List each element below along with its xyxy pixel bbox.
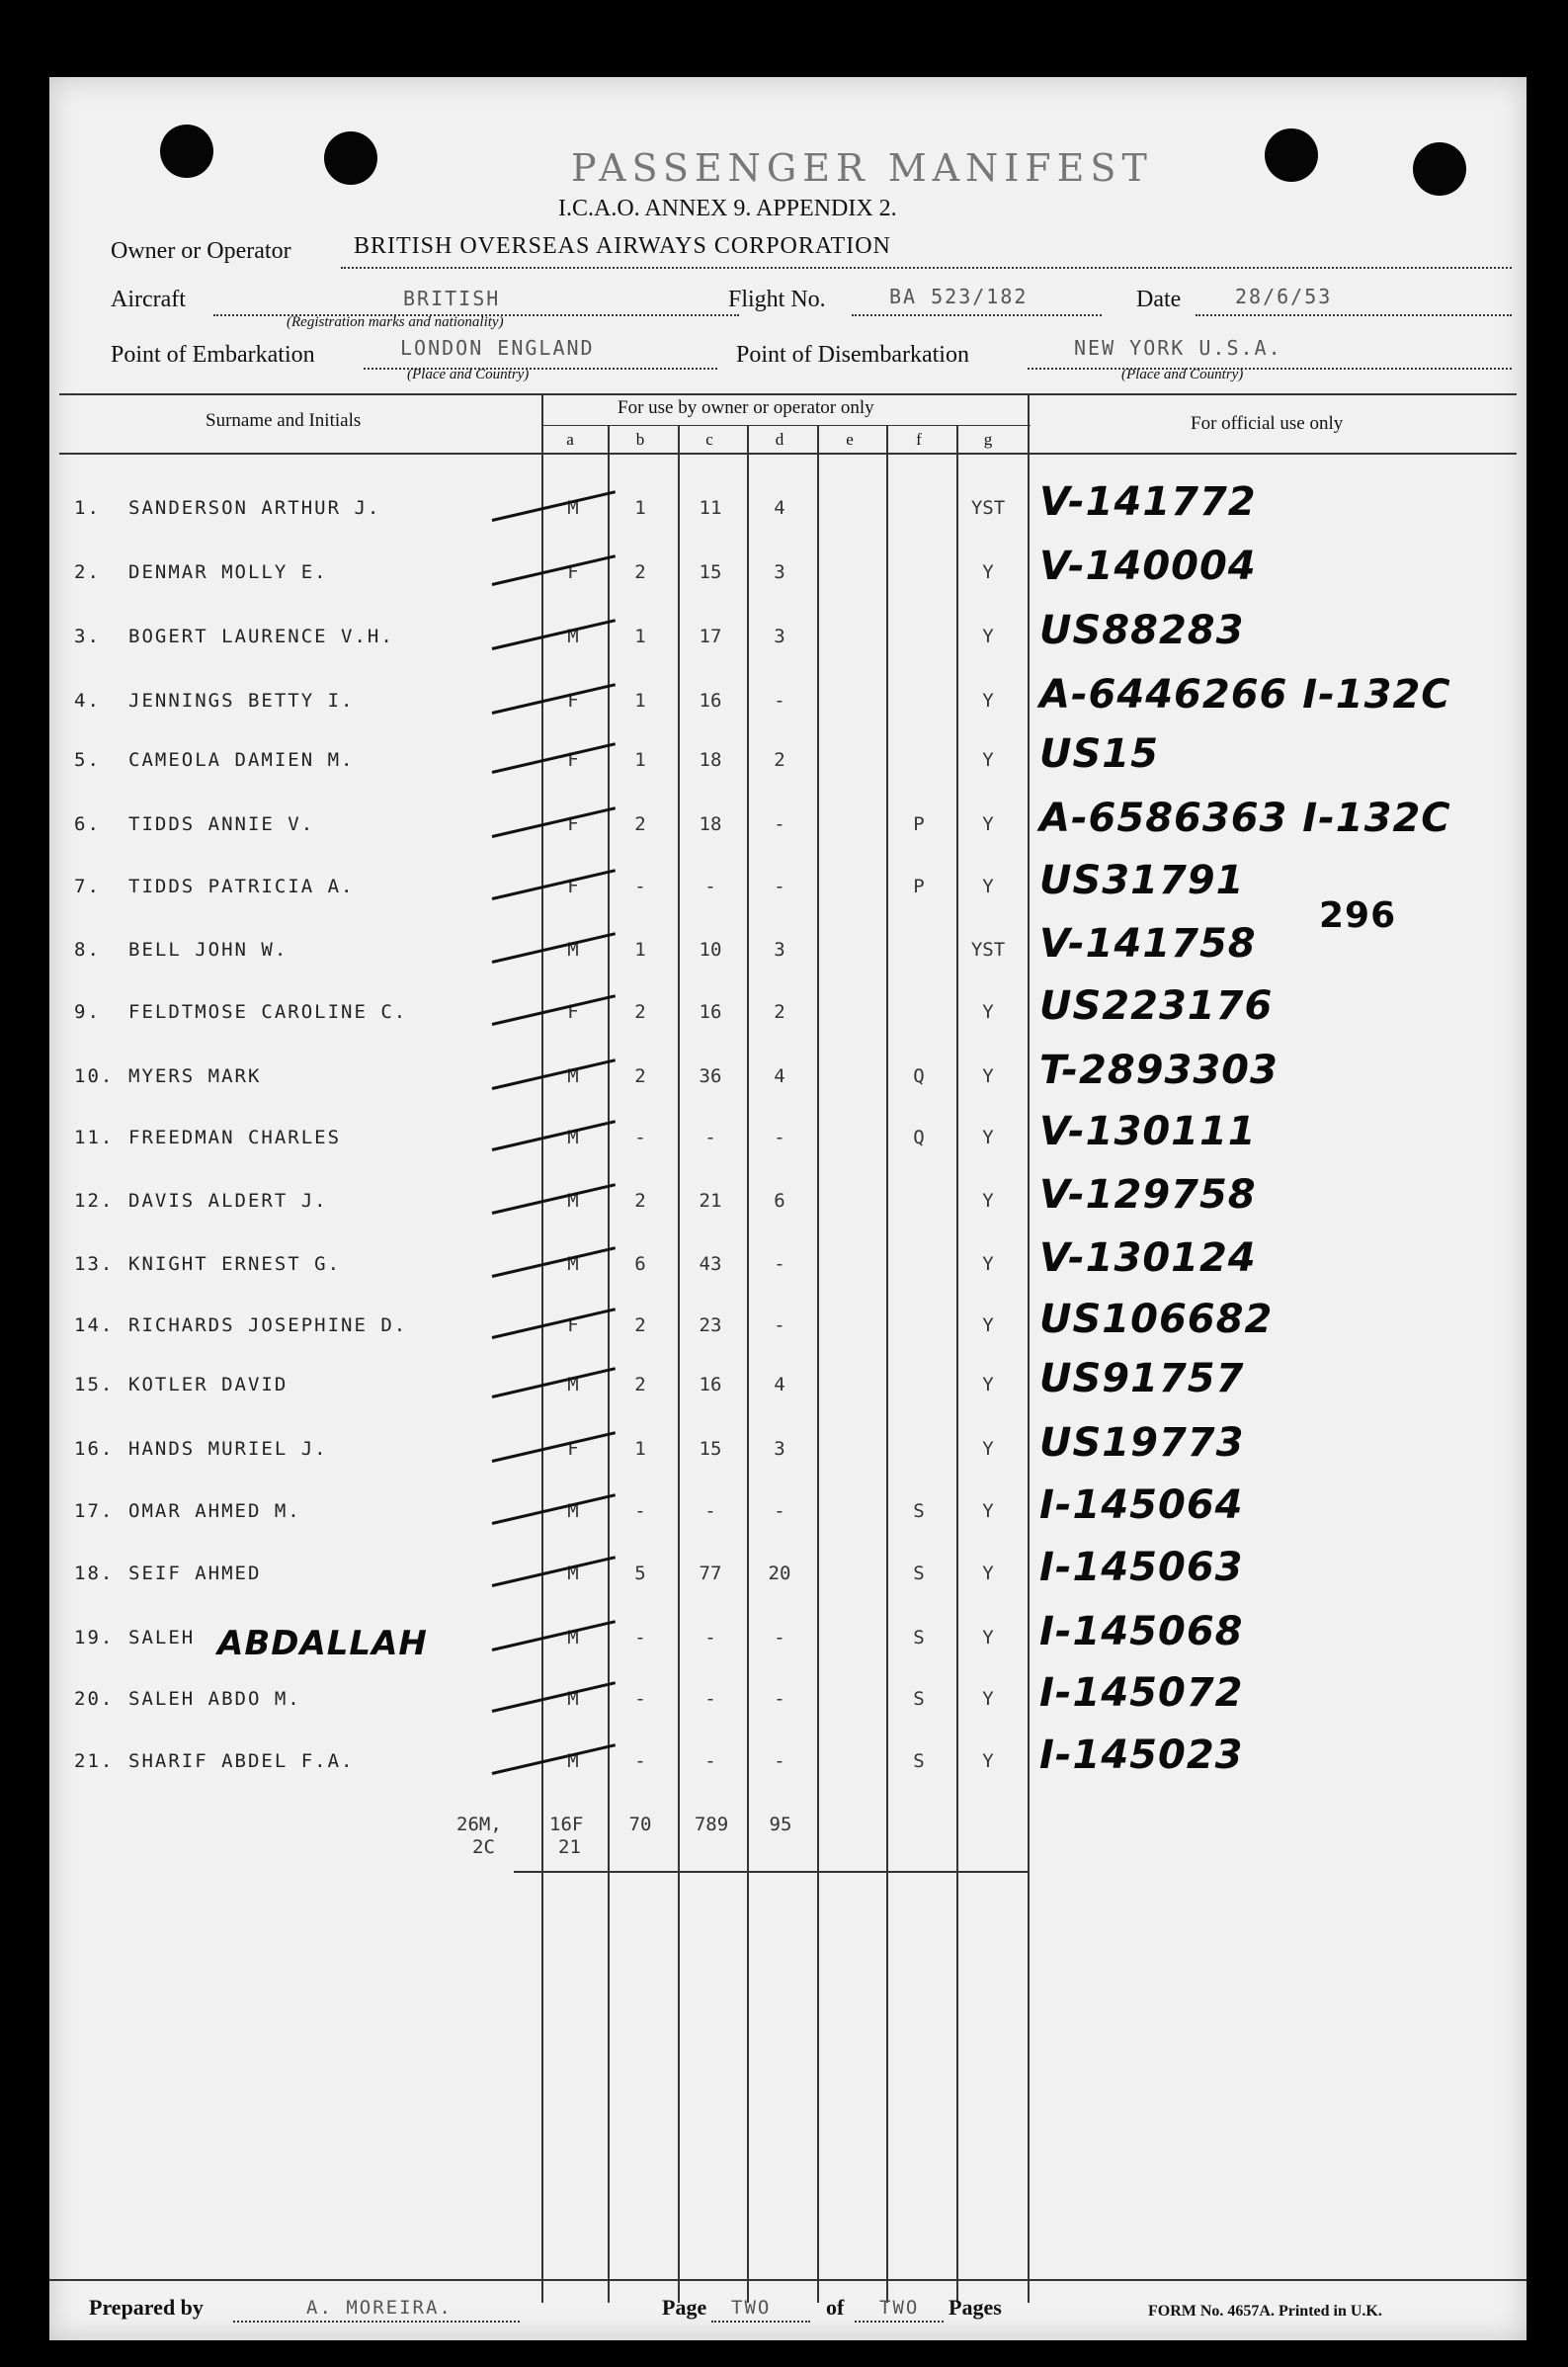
disembarkation-note: (Place and Country) <box>1121 367 1244 382</box>
cell-a: M <box>567 497 579 519</box>
passenger-name: CAMEOLA DAMIEN M. <box>128 749 355 771</box>
annex-reference: I.C.A.O. ANNEX 9. APPENDIX 2. <box>558 196 897 221</box>
cell-b: 2 <box>634 1001 646 1023</box>
cell-a: F <box>567 1314 579 1336</box>
passenger-name: JENNINGS BETTY I. <box>128 690 355 712</box>
cell-a: M <box>567 1688 579 1710</box>
cell-b: - <box>634 1688 646 1710</box>
row-number: 8. <box>74 939 101 961</box>
total-a-2: 21 <box>558 1836 581 1858</box>
punch-hole-left-1 <box>160 125 213 178</box>
cell-d: 3 <box>774 626 785 647</box>
manifest-sheet <box>49 77 1527 2340</box>
cell-d: 4 <box>774 1374 785 1395</box>
row-number: 5. <box>74 749 101 771</box>
form-number: FORM No. 4657A. Printed in U.K. <box>1148 2303 1382 2320</box>
row-number: 13. <box>74 1253 115 1275</box>
passenger-name: FREEDMAN CHARLES <box>128 1127 342 1148</box>
passenger-name: BELL JOHN W. <box>128 939 289 961</box>
passenger-name: TIDDS ANNIE V. <box>128 813 315 835</box>
cell-g: YST <box>970 939 1006 961</box>
cell-b: - <box>634 1750 646 1772</box>
cell-g: Y <box>982 1688 994 1710</box>
cell-c: 15 <box>699 1438 722 1460</box>
cell-g: Y <box>982 876 994 897</box>
cell-g: Y <box>982 1314 994 1336</box>
cell-g: Y <box>982 1563 994 1584</box>
handwritten-name-19: ABDALLAH <box>217 1624 428 1663</box>
passenger-name: FELDTMOSE CAROLINE C. <box>128 1001 408 1023</box>
row-number: 7. <box>74 876 101 897</box>
cell-b: 2 <box>634 1314 646 1336</box>
col-d-header: d <box>775 430 784 449</box>
total-left-1: 26M, <box>456 1814 502 1835</box>
cell-a: M <box>567 1627 579 1648</box>
cell-d: 2 <box>774 749 785 771</box>
cell-g: Y <box>982 1253 994 1275</box>
disembarkation-label: Point of Disembarkation <box>736 342 969 368</box>
cell-b: 5 <box>634 1563 646 1584</box>
page-value: TWO <box>731 2297 772 2319</box>
row-number: 9. <box>74 1001 101 1023</box>
cell-g: Y <box>982 1438 994 1460</box>
embarkation-note: (Place and Country) <box>407 367 530 382</box>
col-a-header: a <box>566 430 574 449</box>
official-handwritten-entry: US88283 <box>1039 608 1245 653</box>
row-number: 15. <box>74 1374 115 1395</box>
cell-c: 17 <box>699 626 722 647</box>
official-handwritten-entry: I-145072 <box>1039 1670 1244 1716</box>
cell-g: Y <box>982 1627 994 1648</box>
cell-c: 77 <box>699 1563 722 1584</box>
total-left-2: 2C <box>472 1836 495 1858</box>
cell-d: - <box>774 1500 785 1522</box>
cell-a: M <box>567 1563 579 1584</box>
passenger-name: KNIGHT ERNEST G. <box>128 1253 342 1275</box>
cell-b: - <box>634 1500 646 1522</box>
owner-value: BRITISH OVERSEAS AIRWAYS CORPORATION <box>354 233 891 259</box>
cell-d: 4 <box>774 1065 785 1087</box>
cell-a: F <box>567 749 579 771</box>
passenger-name: MYERS MARK <box>128 1065 262 1087</box>
cell-f: Q <box>913 1127 925 1148</box>
col-e-header: e <box>846 430 854 449</box>
cell-b: 2 <box>634 1190 646 1212</box>
cell-a: F <box>567 1001 579 1023</box>
cell-f: P <box>913 876 925 897</box>
passenger-name: DENMAR MOLLY E. <box>128 561 328 583</box>
cell-a: F <box>567 561 579 583</box>
official-handwritten-entry: V-141772 <box>1039 479 1257 525</box>
official-handwritten-entry: A-6446266 I-132C <box>1039 672 1451 718</box>
official-handwritten-entry: I-145063 <box>1039 1545 1244 1590</box>
cell-b: 2 <box>634 561 646 583</box>
cell-c: 10 <box>699 939 722 961</box>
passenger-name: SHARIF ABDEL F.A. <box>128 1750 355 1772</box>
total-a-1: 16F <box>549 1814 584 1835</box>
cell-a: M <box>567 1190 579 1212</box>
cell-g: Y <box>982 1500 994 1522</box>
flight-value: BA 523/182 <box>889 285 1029 308</box>
cell-a: F <box>567 876 579 897</box>
disembarkation-value: NEW YORK U.S.A. <box>1074 336 1282 360</box>
cell-d: - <box>774 1750 785 1772</box>
cell-b: - <box>634 876 646 897</box>
cell-d: - <box>774 1314 785 1336</box>
cell-d: 2 <box>774 1001 785 1023</box>
official-handwritten-entry: I-145023 <box>1039 1733 1244 1778</box>
cell-a: M <box>567 1500 579 1522</box>
col-c-header: c <box>705 430 713 449</box>
cell-c: 11 <box>699 497 722 519</box>
cell-d: 4 <box>774 497 785 519</box>
passenger-name: DAVIS ALDERT J. <box>128 1190 328 1212</box>
cell-c: 23 <box>699 1314 722 1336</box>
cell-g: Y <box>982 626 994 647</box>
row-number: 21. <box>74 1750 115 1772</box>
official-handwritten-entry: US15 <box>1039 731 1159 777</box>
row-number: 11. <box>74 1127 115 1148</box>
manifest-title: PASSENGER MANIFEST <box>571 146 1153 190</box>
date-value: 28/6/53 <box>1235 285 1333 308</box>
cell-a: M <box>567 1065 579 1087</box>
cell-d: - <box>774 1688 785 1710</box>
row-number: 12. <box>74 1190 115 1212</box>
cell-g: Y <box>982 1001 994 1023</box>
row-number: 3. <box>74 626 101 647</box>
total-d: 95 <box>769 1814 792 1835</box>
cell-c: 16 <box>699 1374 722 1395</box>
official-handwritten-entry: I-145064 <box>1039 1482 1244 1528</box>
official-handwritten-entry: US91757 <box>1039 1356 1245 1401</box>
cell-b: 1 <box>634 497 646 519</box>
cell-c: - <box>704 1627 716 1648</box>
cell-f: S <box>913 1750 925 1772</box>
cell-a: M <box>567 1750 579 1772</box>
owner-use-header: For use by owner or operator only <box>618 397 874 418</box>
cell-g: Y <box>982 1127 994 1148</box>
official-handwritten-entry: V-129758 <box>1039 1172 1257 1218</box>
cell-b: 2 <box>634 813 646 835</box>
row-number: 16. <box>74 1438 115 1460</box>
cell-c: - <box>704 1688 716 1710</box>
cell-a: M <box>567 1374 579 1395</box>
cell-c: 16 <box>699 1001 722 1023</box>
passenger-name: SALEH ABDO M. <box>128 1688 301 1710</box>
punch-hole-left-2 <box>324 131 377 185</box>
row-number: 20. <box>74 1688 115 1710</box>
date-label: Date <box>1136 287 1182 312</box>
official-handwritten-entry: US19773 <box>1039 1420 1245 1466</box>
cell-f: Q <box>913 1065 925 1087</box>
page-label: Page <box>662 2295 707 2320</box>
cell-b: 6 <box>634 1253 646 1275</box>
row-number: 2. <box>74 561 101 583</box>
cell-g: Y <box>982 749 994 771</box>
cell-b: 1 <box>634 939 646 961</box>
punch-hole-right-2 <box>1413 142 1466 196</box>
prepared-value: A. MOREIRA. <box>306 2297 453 2319</box>
cell-a: M <box>567 626 579 647</box>
row-number: 1. <box>74 497 101 519</box>
cell-c: - <box>704 1750 716 1772</box>
official-handwritten-entry: T-2893303 <box>1039 1048 1279 1093</box>
cell-d: - <box>774 1127 785 1148</box>
passenger-name: OMAR AHMED M. <box>128 1500 301 1522</box>
aircraft-label: Aircraft <box>111 287 186 312</box>
pages-label: Pages <box>949 2295 1002 2320</box>
cell-c: 16 <box>699 690 722 712</box>
cell-c: 43 <box>699 1253 722 1275</box>
embarkation-value: LONDON ENGLAND <box>400 336 595 360</box>
cell-f: S <box>913 1500 925 1522</box>
cell-g: Y <box>982 561 994 583</box>
cell-d: 3 <box>774 939 785 961</box>
prepared-label: Prepared by <box>89 2295 204 2320</box>
official-use-header: For official use only <box>1191 413 1344 434</box>
punch-hole-right-1 <box>1265 128 1318 182</box>
aircraft-value: BRITISH <box>403 287 501 310</box>
row-number: 18. <box>74 1563 115 1584</box>
cell-b: 1 <box>634 690 646 712</box>
official-handwritten-entry: A-6586363 I-132C <box>1039 796 1451 841</box>
total-c: 789 <box>694 1814 729 1835</box>
of-value: TWO <box>879 2297 920 2319</box>
cell-d: 3 <box>774 1438 785 1460</box>
cell-c: - <box>704 1500 716 1522</box>
cell-g: Y <box>982 1374 994 1395</box>
cell-a: M <box>567 939 579 961</box>
cell-b: - <box>634 1627 646 1648</box>
row-number: 4. <box>74 690 101 712</box>
official-handwritten-entry: I-145068 <box>1039 1609 1244 1654</box>
passenger-name: SEIF AHMED <box>128 1563 262 1584</box>
embarkation-label: Point of Embarkation <box>111 342 315 368</box>
aircraft-note: (Registration marks and nationality) <box>287 314 504 330</box>
row-number: 14. <box>74 1314 115 1336</box>
cell-b: 2 <box>634 1374 646 1395</box>
cell-c: 36 <box>699 1065 722 1087</box>
cell-d: - <box>774 876 785 897</box>
cell-d: 3 <box>774 561 785 583</box>
cell-c: 15 <box>699 561 722 583</box>
official-handwritten-entry: V-130111 <box>1039 1109 1257 1154</box>
cell-d: 20 <box>768 1563 791 1584</box>
passenger-name: RICHARDS JOSEPHINE D. <box>128 1314 408 1336</box>
cell-c: 21 <box>699 1190 722 1212</box>
cell-g: Y <box>982 690 994 712</box>
row-number: 10. <box>74 1065 115 1087</box>
cell-a: F <box>567 813 579 835</box>
cell-c: - <box>704 1127 716 1148</box>
cell-c: - <box>704 876 716 897</box>
row-number: 17. <box>74 1500 115 1522</box>
passenger-name: KOTLER DAVID <box>128 1374 289 1395</box>
cell-d: - <box>774 1253 785 1275</box>
row-number: 19. <box>74 1627 115 1648</box>
official-handwritten-entry: V-141758 <box>1039 921 1257 967</box>
cell-c: 18 <box>699 813 722 835</box>
cell-g: Y <box>982 1065 994 1087</box>
cell-d: - <box>774 690 785 712</box>
row-number: 6. <box>74 813 101 835</box>
of-label: of <box>826 2295 845 2320</box>
cell-c: 18 <box>699 749 722 771</box>
cell-g: YST <box>970 497 1006 519</box>
cell-d: - <box>774 813 785 835</box>
cell-a: M <box>567 1253 579 1275</box>
col-f-header: f <box>916 430 922 449</box>
official-handwritten-entry: US31791 <box>1039 858 1245 903</box>
cell-d: - <box>774 1627 785 1648</box>
passenger-name: TIDDS PATRICIA A. <box>128 876 355 897</box>
cell-a: F <box>567 690 579 712</box>
cell-b: 1 <box>634 626 646 647</box>
cell-g: Y <box>982 813 994 835</box>
cell-f: P <box>913 813 925 835</box>
passenger-name: SALEH <box>128 1627 196 1648</box>
cell-g: Y <box>982 1190 994 1212</box>
passenger-name: HANDS MURIEL J. <box>128 1438 328 1460</box>
col-b-header: b <box>635 430 645 449</box>
cell-b: 2 <box>634 1065 646 1087</box>
cell-f: S <box>913 1563 925 1584</box>
cell-a: F <box>567 1438 579 1460</box>
official-handwritten-entry: US223176 <box>1039 983 1274 1029</box>
official-handwritten-entry: US106682 <box>1039 1297 1274 1342</box>
cell-b: - <box>634 1127 646 1148</box>
flight-label: Flight No. <box>728 287 826 312</box>
official-handwritten-entry: V-130124 <box>1039 1235 1257 1281</box>
col-g-header: g <box>983 430 993 449</box>
cell-f: S <box>913 1688 925 1710</box>
passenger-name: SANDERSON ARTHUR J. <box>128 497 381 519</box>
total-b: 70 <box>628 1814 652 1835</box>
cell-f: S <box>913 1627 925 1648</box>
cell-d: 6 <box>774 1190 785 1212</box>
cell-g: Y <box>982 1750 994 1772</box>
handwritten-annotation-8: 296 <box>1319 895 1397 936</box>
passenger-name: BOGERT LAURENCE V.H. <box>128 626 394 647</box>
cell-b: 1 <box>634 749 646 771</box>
cell-a: M <box>567 1127 579 1148</box>
cell-b: 1 <box>634 1438 646 1460</box>
owner-label: Owner or Operator <box>111 238 291 264</box>
official-handwritten-entry: V-140004 <box>1039 544 1257 589</box>
surname-header: Surname and Initials <box>206 410 362 431</box>
